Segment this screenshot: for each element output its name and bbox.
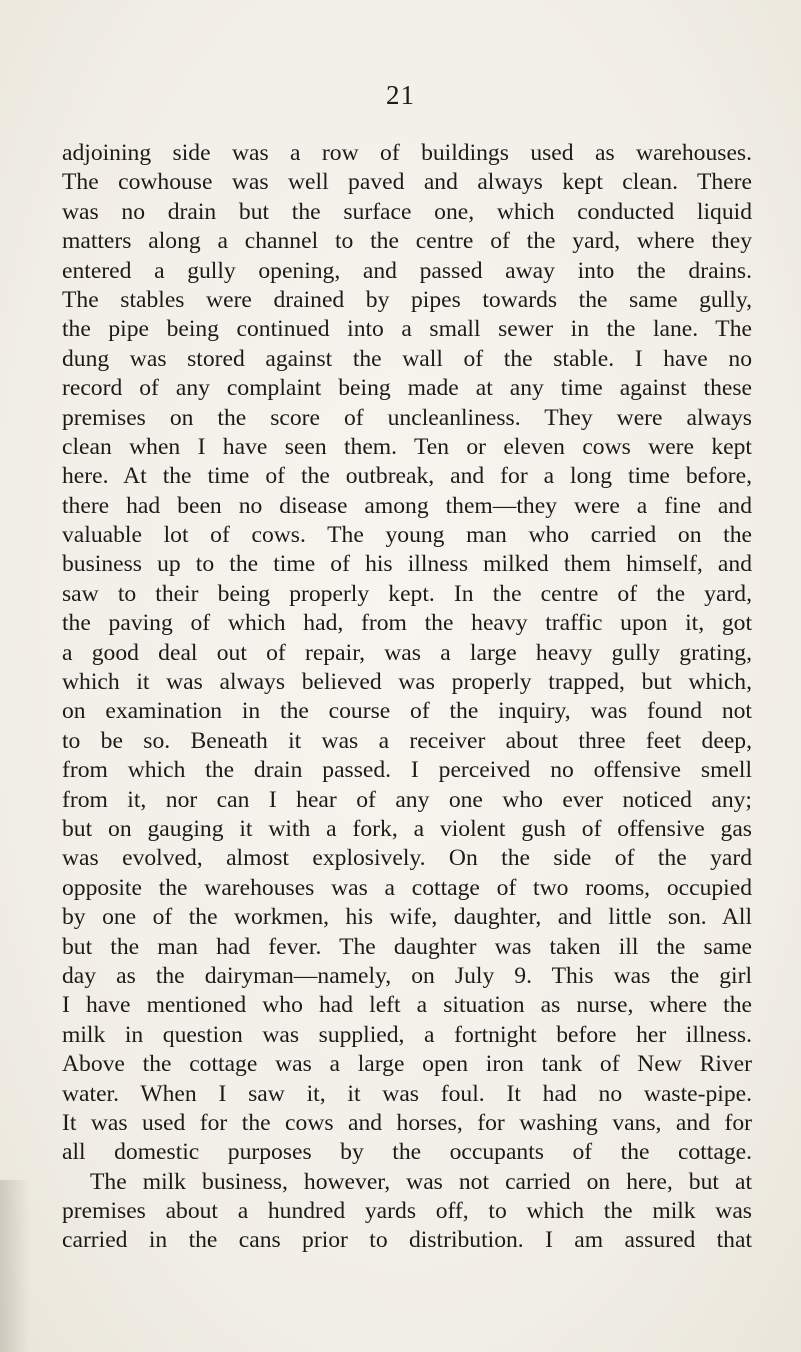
text-line: all domestic purposes by the occupants of the cottage. — [62, 1139, 752, 1166]
text-line: record of any complaint being made at any time against these — [62, 375, 752, 402]
text-line: The milk business, however, was not carried on here, but at — [90, 1168, 752, 1195]
text-line: the paving of which had, from the heavy traffic upon it, got — [62, 610, 752, 637]
text-line: The stables were drained by pipes towards the same gully, — [62, 286, 752, 313]
text-line: milk in question was supplied, a fortnight before her illness. — [62, 1021, 752, 1048]
text-line: but the man had fever. The daughter was taken ill the same — [62, 933, 752, 960]
text-line: was no drain but the surface one, which conducted liquid — [62, 198, 752, 225]
text-line: adjoining side was a row of buildings used as warehouses. — [62, 140, 752, 166]
text-line: by one of the workmen, his wife, daughter, and little son. All — [62, 904, 752, 931]
text-line: I have mentioned who had left a situation as nurse, where the — [62, 992, 752, 1019]
page-edge-shadow — [0, 1180, 30, 1352]
text-line: on examination in the course of the inquiry, was found not — [62, 698, 752, 725]
text-line: from it, nor can I hear of any one who ever noticed any; — [62, 786, 752, 813]
text-line: to be so. Beneath it was a receiver about three feet deep, — [62, 727, 752, 754]
text-line: The cowhouse was well paved and always kept clean. There — [62, 169, 752, 196]
text-line: a good deal out of repair, was a large heavy gully grating, — [62, 639, 752, 666]
text-line: premises on the score of uncleanliness. They were always — [62, 404, 752, 431]
text-line: premises about a hundred yards off, to which the milk was — [62, 1198, 752, 1225]
text-line: dung was stored against the wall of the stable. I have no — [62, 345, 752, 372]
text-line: which it was always believed was properly trapped, but which, — [62, 669, 752, 696]
text-line: saw to their being properly kept. In the centre of the yard, — [62, 580, 752, 607]
text-line: It was used for the cows and horses, for washing vans, and for — [62, 1109, 752, 1136]
page-number: 21 — [386, 80, 415, 110]
text-line: there had been no disease among them—they were a fine and — [62, 492, 752, 519]
text-line: Above the cottage was a large open iron tank of New River — [62, 1051, 752, 1078]
text-line: business up to the time of his illness milked them himself, and — [62, 551, 752, 578]
text-line: matters along a channel to the centre of the yard, where they — [62, 228, 752, 255]
body-text — [62, 139, 752, 1256]
text-line: water. When I saw it, it was foul. It had no waste-pipe. — [62, 1080, 752, 1107]
text-line: was evolved, almost explosively. On the side of the yard — [62, 845, 752, 872]
text-line: the pipe being continued into a small sewer in the lane. The — [62, 316, 752, 343]
text-line: here. At the time of the outbreak, and for a long time before, — [62, 463, 752, 490]
text-line: but on gauging it with a fork, a violent gush of offensive gas — [62, 815, 752, 842]
text-line: carried in the cans prior to distribution. I am assured that — [62, 1227, 752, 1254]
text-line: day as the dairyman—namely, on July 9. This was the girl — [62, 962, 752, 989]
text-line: clean when I have seen them. Ten or eleven cows were kept — [62, 433, 752, 460]
text-line: entered a gully opening, and passed away into the drains. — [62, 257, 752, 284]
text-line: opposite the warehouses was a cottage of two rooms, occupied — [62, 874, 752, 901]
text-line: from which the drain passed. I perceived no offensive smell — [62, 757, 752, 784]
text-line: valuable lot of cows. The young man who carried on the — [62, 522, 752, 549]
